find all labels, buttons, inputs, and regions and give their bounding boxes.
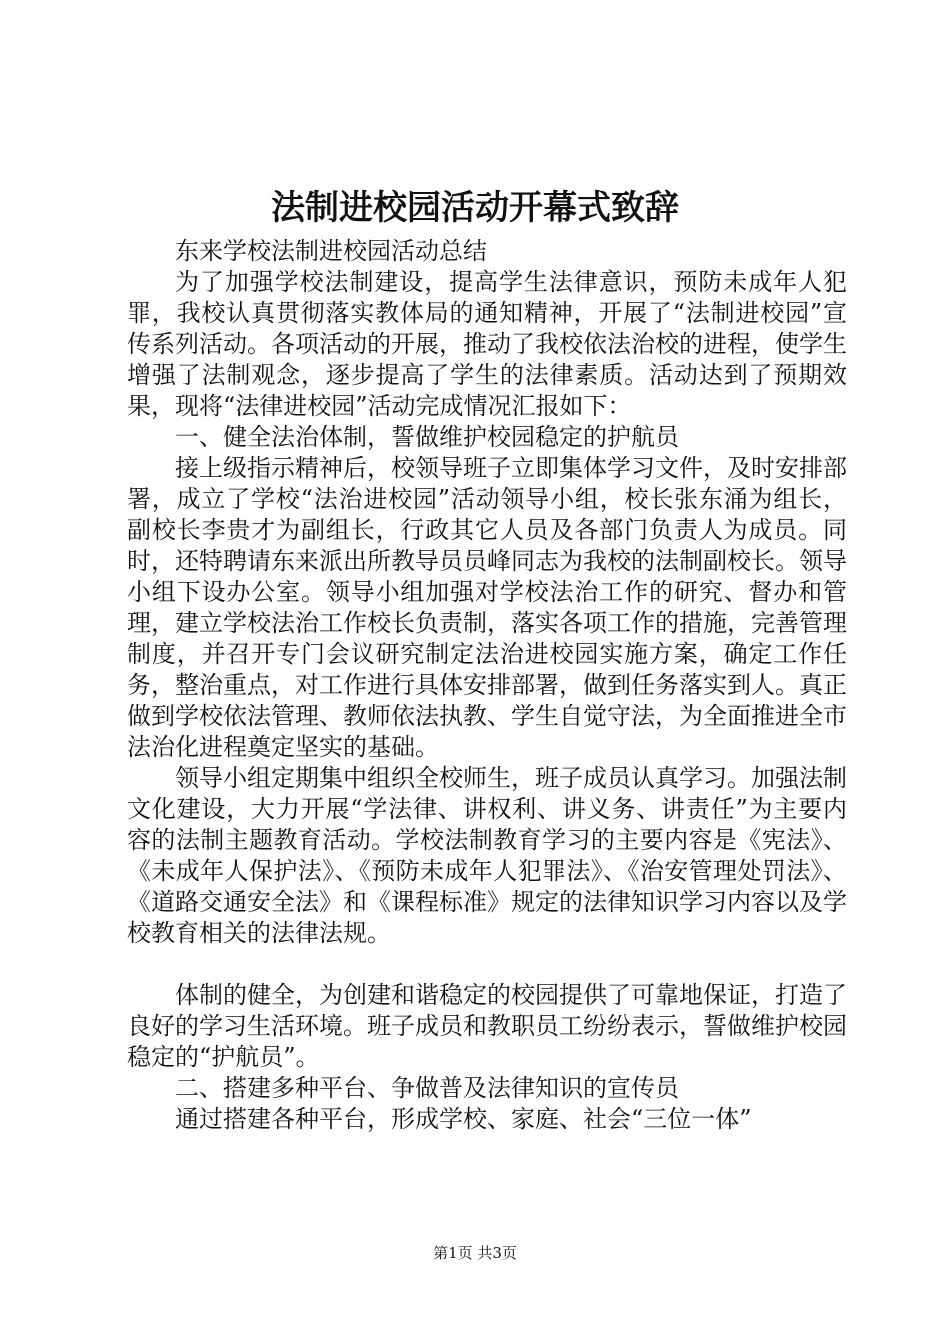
page-footer: 第1页 共3页: [433, 1244, 517, 1262]
document-title: 法制进校园活动开幕式致辞: [271, 188, 679, 228]
body-paragraph: 体制的健全，为创建和谐稳定的校园提供了可靠地保证，打造了良好的学习生活环境。班子成员和教职员工纷纷表示，誓做维护校园稳定的“护航员”。: [127, 981, 847, 1071]
body-paragraph: 领导小组定期集中组织全校师生，班子成员认真学习。加强法制文化建设，大力开展“学法律、讲权利、讲义务、讲责任”为主要内容的法制主题教育活动。学校法制教育学习的主要内容是《宪法》、《未成年人保护法》、《预防未成年人犯罪法》、《治安管理处罚法》、《道路交通安全法》和《课程标准》规定的法律知识学习内容以及学校教育相关的法律法规。: [127, 764, 847, 947]
body-paragraph: 接上级指示精神后，校领导班子立即集体学习文件，及时安排部署，成立了学校“法治进校园”活动领导小组，校长张东涌为组长，副校长李贵才为副组长，行政其它人员及各部门负责人为成员。同时，还特聘请东来派出所教导员员峰同志为我校的法制副校长。领导小组下设办公室。领导小组加强对学校法治工作的研究、督办和管理，建立学校法治工作校长负责制，落实各项工作的措施，完善管理制度，并召开专门会议研究制定法治进校园实施方案，确定工作任务，整治重点，对工作进行具体安排部署，做到任务落实到人。真正做到学校依法管理、教师依法执教、学生自觉守法，为全面推进全市法治化进程奠定坚实的基础。: [127, 454, 847, 761]
section-heading-1: 一、健全法治体制，誓做维护校园稳定的护航员: [175, 423, 679, 451]
document-body: [127, 236, 847, 1135]
subtitle-paragraph: 东来学校法制进校园活动总结: [175, 237, 487, 265]
section-heading-2: 二、搭建多种平台、争做普及法律知识的宣传员: [175, 1074, 679, 1102]
intro-paragraph: 为了加强学校法制建设，提高学生法律意识，预防未成年人犯罪，我校认真贯彻落实教体局的通知精神，开展了“法制进校园”宣传系列活动。各项活动的开展，推动了我校依法治校的进程，使学生增强了法制观念，逐步提高了学生的法律素质。活动达到了预期效果，现将“法律进校园”活动完成情况汇报如下：: [127, 268, 847, 420]
body-paragraph: 通过搭建各种平台，形成学校、家庭、社会“三位一体”: [175, 1105, 752, 1133]
